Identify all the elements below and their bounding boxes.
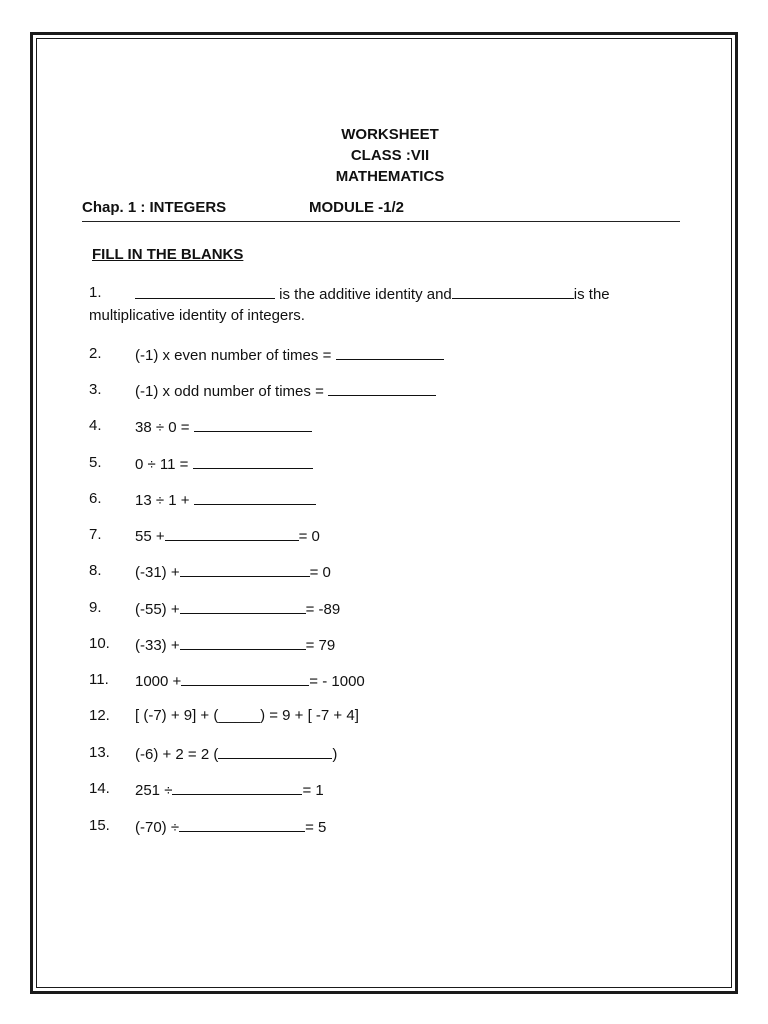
- question-number: 9.: [89, 599, 102, 616]
- answer-blank[interactable]: [218, 744, 332, 759]
- question-text: [ (-7) + 9] + (_____) = 9 + [ -7 + 4]: [135, 707, 359, 724]
- question-text: is the additive identity and: [275, 286, 452, 303]
- question-text: = 79: [305, 637, 336, 654]
- question-number: 11.: [89, 671, 109, 688]
- question-text: = 0: [309, 564, 331, 581]
- module-label: MODULE -1/2: [309, 199, 405, 216]
- question-number: 15.: [89, 817, 110, 834]
- question-number: 10.: [89, 635, 110, 652]
- question-number: 5.: [89, 454, 102, 471]
- question-number: 14.: [89, 780, 110, 797]
- question-text: 0 ÷ 11 =: [135, 456, 193, 473]
- question-number: 13.: [89, 744, 110, 761]
- answer-blank[interactable]: [194, 490, 316, 505]
- question-number: 6.: [89, 490, 102, 507]
- question-1-continued: [89, 307, 305, 324]
- header-title: WORKSHEET: [341, 126, 439, 143]
- question-number: 7.: [89, 526, 102, 543]
- worksheet-header: [0, 124, 768, 187]
- question-text: ): [332, 746, 338, 763]
- chapter-label: Chap. 1 : INTEGERS: [82, 199, 227, 216]
- question-number: 2.: [89, 345, 102, 362]
- question-text: 13 ÷ 1 +: [135, 492, 194, 509]
- question-text: (-70) ÷: [135, 819, 180, 836]
- answer-blank[interactable]: [165, 526, 299, 541]
- question-text: (-6) + 2 = 2 (: [135, 746, 219, 763]
- chapter-row: [82, 199, 405, 216]
- header-subject: MATHEMATICS: [335, 168, 445, 185]
- answer-blank-additive[interactable]: [135, 284, 275, 299]
- question-number: 4.: [89, 417, 102, 434]
- question-number: 8.: [89, 562, 102, 579]
- question-text: 38 ÷ 0 =: [135, 419, 194, 436]
- section-title: FILL IN THE BLANKS: [92, 246, 244, 263]
- answer-blank[interactable]: [181, 671, 309, 686]
- question-text: is the: [573, 286, 610, 303]
- answer-blank[interactable]: [193, 454, 313, 469]
- answer-blank[interactable]: [180, 562, 310, 577]
- answer-blank[interactable]: [328, 381, 436, 396]
- answer-blank[interactable]: [180, 599, 306, 614]
- question-text: (-1) x even number of times =: [135, 347, 336, 364]
- question-text: 55 +: [135, 528, 165, 545]
- answer-blank[interactable]: [180, 635, 306, 650]
- answer-blank[interactable]: [172, 780, 302, 795]
- question-text: = 1: [302, 782, 324, 799]
- question-number: 3.: [89, 381, 102, 398]
- question-text: = 0: [298, 528, 320, 545]
- question-text: (-55) +: [135, 601, 180, 618]
- header-divider: [82, 221, 680, 222]
- answer-blank[interactable]: [336, 345, 444, 360]
- answer-blank[interactable]: [194, 417, 312, 432]
- question-text: multiplicative identity of integers.: [89, 307, 305, 324]
- question-text: 1000 +: [135, 673, 182, 690]
- question-text: = -89: [305, 601, 341, 618]
- question-text: (-33) +: [135, 637, 180, 654]
- question-text: (-31) +: [135, 564, 180, 581]
- question-number: 12.: [89, 707, 110, 724]
- question-text: 251 ÷: [135, 782, 173, 799]
- answer-blank-multiplicative[interactable]: [452, 284, 574, 299]
- question-number: 1.: [89, 284, 102, 301]
- question-text: (-1) x odd number of times =: [135, 383, 328, 400]
- answer-blank[interactable]: [179, 817, 305, 832]
- question-text: = 5: [305, 819, 327, 836]
- question-text: = - 1000: [309, 673, 365, 690]
- header-class: CLASS :VII: [350, 147, 430, 164]
